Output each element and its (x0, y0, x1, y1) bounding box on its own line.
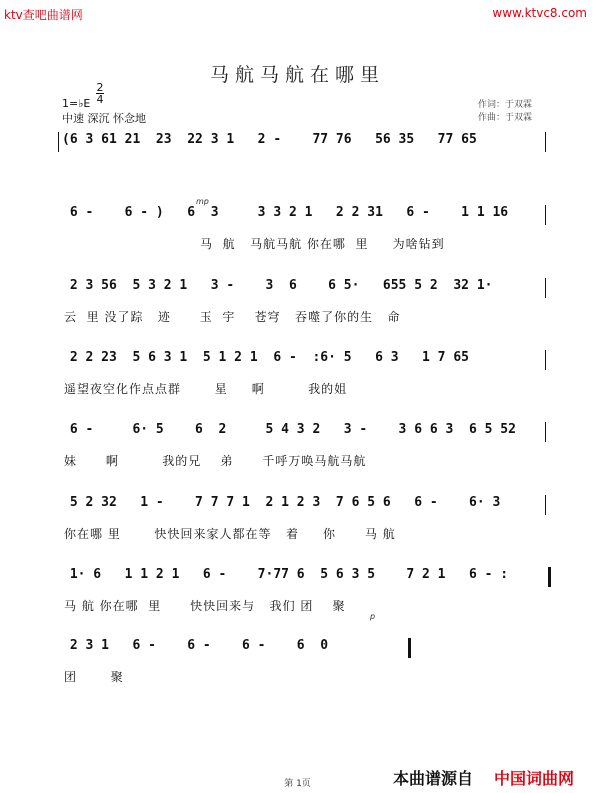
watermark-right: www.ktvc8.com (492, 6, 587, 20)
score-row-6 (0, 495, 595, 541)
score-row-4 (0, 350, 595, 396)
page-number: 第 1页 (284, 779, 311, 789)
source-site: 中国词曲网 (494, 769, 575, 788)
lyrics-row-2: 马 航 马航马航 你在哪 里 为啥钻到 (200, 237, 445, 251)
tempo-marking: 中速 深沉 怀念地 (62, 112, 146, 125)
lyrics-row-7: 马 航 你在哪 里 快快回来与 我们 团 聚 (64, 599, 346, 613)
time-signature (96, 82, 104, 105)
song-title: 马航马航在哪里 (209, 64, 385, 86)
notes-row-4: 2 2 23 5 6 3 1 5 1 2 1 6 - :6· 5 6 3 1 7 65 (62, 350, 469, 365)
key-signature: 1=♭E (62, 97, 91, 110)
lyricist-credit: 作词：于双霖 (478, 100, 533, 110)
lyrics-row-5: 妹 啊 我的兄 弟 千呼万唤马航马航 (64, 454, 367, 468)
score-row-7 (0, 567, 595, 613)
dynamic-mp: mp (196, 197, 209, 206)
lyrics-row-4: 遥望夜空化作点点群 星 啊 我的姐 (64, 382, 348, 396)
notes-row-6: 5 2 32 1 - 7 7 7 1 2 1 2 3 7 6 5 6 6 - 6· 3 (62, 495, 501, 510)
notes-row-3: 2 3 56 5 3 2 1 3 - 3 6 6 5· 655 5 2 32 1· (62, 278, 493, 293)
lyrics-row-8: 团 聚 (64, 670, 124, 684)
dynamic-p: p (370, 612, 376, 621)
score-row-2 (0, 205, 595, 251)
score-row-3 (0, 278, 595, 324)
time-signature-top: 2 (96, 81, 104, 94)
score-row-5 (0, 422, 595, 468)
notes-row-7: 1· 6 1 1 2 1 6 - 7·77 6 5 6 3 5 7 2 1 6 - : (62, 567, 509, 582)
source-label: 本曲谱源自 (393, 769, 474, 788)
lyrics-row-6: 你在哪 里 快快回来家人都在等 着 你 马 航 (64, 527, 396, 541)
lyrics-row-3: 云 里 没了踪 迹 玉 宇 苍穹 吞噬了你的生 命 (64, 310, 401, 324)
watermark-left: ktv查吧曲谱网 (4, 8, 83, 22)
time-signature-bottom: 4 (96, 93, 104, 106)
score-row-1 (0, 132, 595, 158)
notes-row-1: (6 3 61 21 23 22 3 1 2 - 77 76 56 35 77 65 (62, 132, 477, 147)
notes-row-2: 6 - 6 - ) 6 3 3 3 2 1 2 2 31 6 - 1 1 16 (62, 205, 509, 220)
notes-row-8: 2 3 1 6 - 6 - 6 - 6 0 (62, 638, 329, 653)
notes-row-5: 6 - 6· 5 6 2 5 4 3 2 3 - 3 6 6 3 6 5 52 (62, 422, 516, 437)
score-row-8 (0, 638, 595, 684)
composer-credit: 作曲：于双霖 (478, 113, 533, 123)
